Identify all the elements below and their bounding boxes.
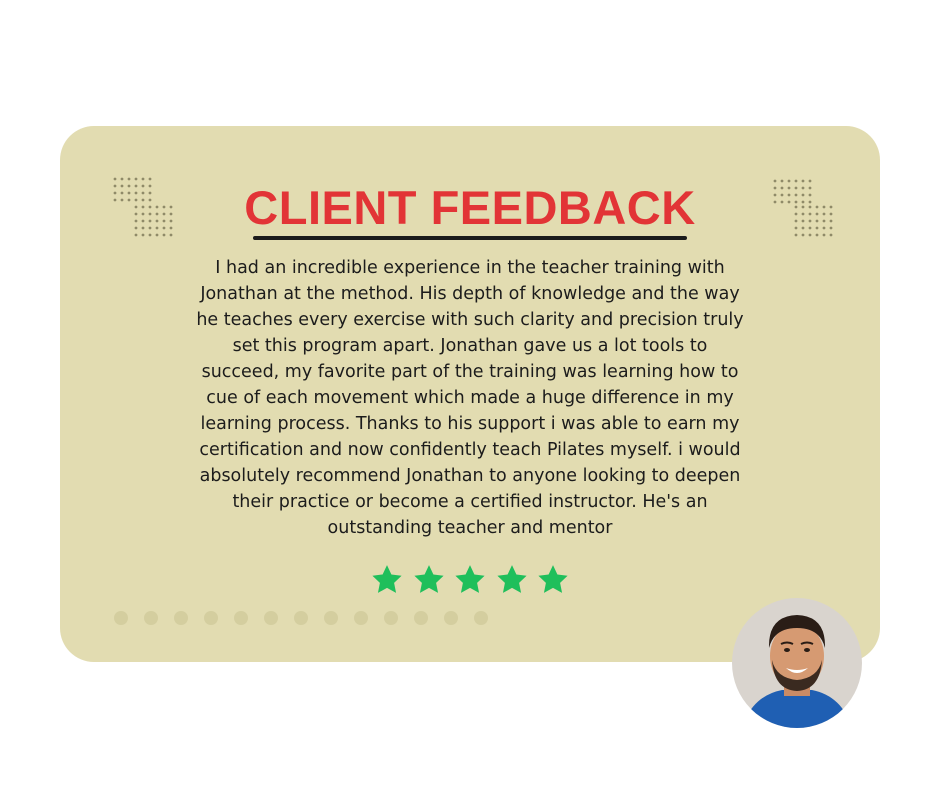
decor-dot (414, 611, 428, 625)
star-icon (536, 563, 570, 597)
star-icon (370, 563, 404, 597)
decor-dot (384, 611, 398, 625)
avatar (732, 598, 862, 728)
decor-dot (204, 611, 218, 625)
decor-dot (144, 611, 158, 625)
decor-dot (324, 611, 338, 625)
star-icon (453, 563, 487, 597)
decor-dot (354, 611, 368, 625)
decor-dot (174, 611, 188, 625)
decor-dot (444, 611, 458, 625)
person-photo (732, 598, 862, 728)
star-icon (412, 563, 446, 597)
title-underline (253, 236, 687, 240)
decor-dot (474, 611, 488, 625)
decor-dot (234, 611, 248, 625)
decor-dot (264, 611, 278, 625)
star-icon (495, 563, 529, 597)
decor-dot (294, 611, 308, 625)
decor-dot (114, 611, 128, 625)
page-title: CLIENT FEEDBACK (244, 181, 696, 234)
decorative-dot-row (114, 611, 488, 625)
testimonial-text: I had an incredible experience in the teacher training with Jonathan at the method. His depth of knowledge and the way he teaches every exercise with such clarity and precision truly set this program apart. Jonathan gave us a lot tools to succeed, my favorite part of the training was learning how to cue of each movement which made a huge difference in my learning process. Thanks to his support i was able to earn my certification and now confidently teach Pilates myself. i would absolutely recommend Jonathan to anyone looking to deepen their practice or become a certified instructor. He's an outstanding teacher and mentor (196, 258, 744, 538)
star-rating (370, 563, 570, 599)
